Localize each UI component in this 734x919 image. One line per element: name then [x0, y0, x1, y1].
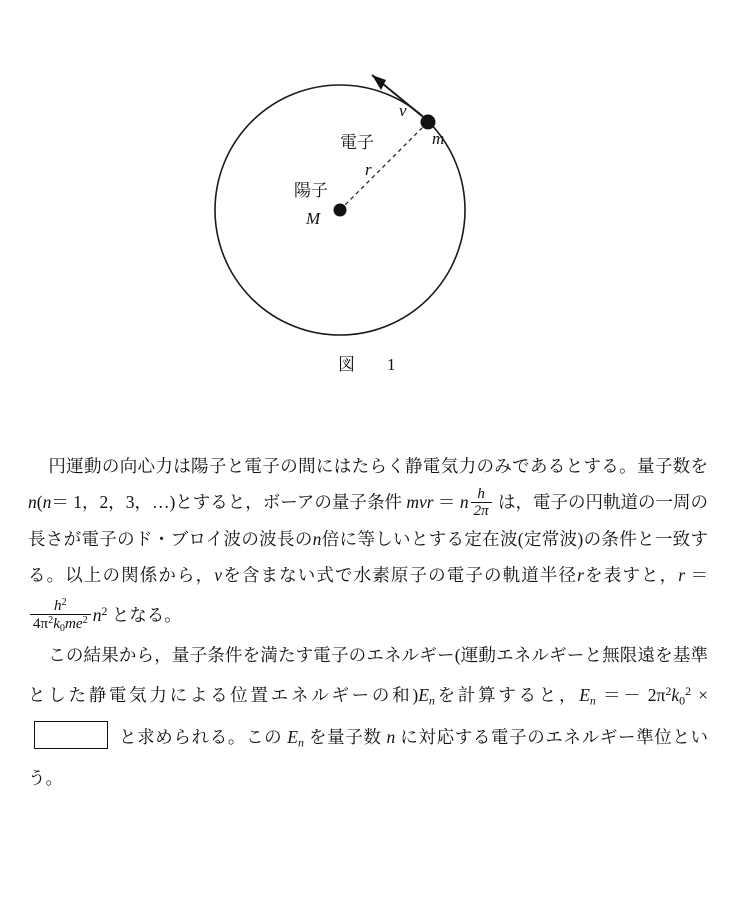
p2-equals: ＝－ 2π: [595, 685, 666, 706]
p2-E-subscript-3: n: [297, 734, 304, 749]
paragraph-2: [28, 637, 708, 796]
fraction-denominator-formula: [30, 615, 91, 634]
p1-var-n-5: n: [92, 604, 102, 625]
p1-paren-open: (: [36, 492, 43, 512]
figure-caption-number: 1: [387, 355, 396, 374]
proton-dot: [334, 204, 347, 217]
p1-var-r-1: r: [577, 564, 584, 585]
p2-times: ×: [691, 685, 709, 706]
p1-line5-c: となる。: [107, 604, 182, 625]
p2-line3-after3: に対応する電子: [395, 726, 528, 747]
proton-mass-label: M: [306, 209, 321, 228]
den-k: k: [53, 616, 60, 633]
p1-var-n-1: n: [28, 492, 37, 512]
num-h-exponent: 2: [61, 596, 67, 608]
p2-E-subscript-1: n: [428, 693, 435, 708]
p2-var-E-1: E: [418, 685, 429, 706]
p2-line2: 遠を基準とした静電気力による位置エネルギーの和): [28, 645, 709, 706]
p1-line1: 円運動の向心力は陽子と電子の間にはたらく静電気力のみであるとする。量: [48, 456, 655, 476]
den-4pi: 4π: [33, 616, 49, 633]
body-text: [28, 448, 708, 796]
p1-line4-b: を含まない式で水素: [222, 564, 391, 585]
p1-line2-a: 子数を: [654, 456, 709, 476]
p2-line2-b: を計算すると，: [434, 685, 580, 706]
fraction-numerator-h2: [30, 597, 91, 615]
den-pi-exponent: 2: [48, 615, 54, 627]
electron-mass-label: m: [432, 129, 445, 148]
den-e-exponent: 2: [82, 615, 88, 627]
p1-line3-b: 倍に等しいとす: [321, 528, 447, 549]
p1-var-r-2: r: [678, 564, 686, 585]
p1-line5-b: を表すと，: [583, 564, 679, 585]
velocity-label: v: [399, 101, 407, 120]
fraction-numerator-h: h: [471, 486, 492, 503]
den-me: me: [65, 616, 83, 633]
electron-dot: [421, 115, 436, 130]
figure-caption: [0, 350, 734, 375]
p1-line5: 原子の電子の軌道半径: [390, 564, 578, 585]
p1-var-n-4: n: [312, 528, 322, 549]
p2-var-E-2: E: [579, 685, 590, 706]
p1-line2-c: ＝ 1，2，3，…)とすると，ボーアの量子条件: [51, 492, 407, 512]
p1-var-n-2: n: [42, 492, 52, 512]
fraction-h-over-2pi: [471, 486, 492, 520]
num-h: h: [54, 598, 62, 615]
den-k-subscript: 0: [59, 623, 66, 635]
p1-line2-e: は，: [493, 492, 534, 512]
p2-line1: この結果から，量子条件を満たす電子のエネルギー(運動エネルギーと無限: [48, 645, 638, 666]
p1-equals-2: ＝: [685, 564, 709, 585]
p1-n-exponent: 2: [101, 603, 108, 618]
answer-blank-box[interactable]: [34, 721, 108, 749]
p1-var-n-3: n: [459, 492, 469, 512]
p2-line3-after: と求められる。この: [114, 726, 288, 747]
p1-var-v: v: [214, 564, 223, 585]
p2-var-n: n: [386, 726, 396, 747]
fraction-denominator-2pi: 2π: [473, 503, 489, 520]
radius-label: r: [365, 160, 372, 179]
p2-line3-after2: を量子数: [303, 726, 387, 747]
p2-k-exponent: 2: [685, 684, 692, 699]
p2-E-subscript-2: n: [589, 693, 596, 708]
p2-k-subscript: 0: [679, 693, 686, 708]
p2-line4: のエネルギー準位という。: [28, 726, 709, 788]
p1-line4: る定在波(定常波)の条件と一致する。以上の関係から，: [28, 528, 709, 585]
electron-label-jp: 電子: [340, 133, 374, 152]
p2-var-E-3: E: [287, 726, 298, 747]
figure-caption-label: 図: [338, 355, 356, 374]
fraction-radius-formula: [30, 597, 91, 634]
p1-line3: 電子の円軌道の一周の長さが電子のド・ブロイ波の波長の: [28, 492, 709, 549]
p1-equals-1: ＝: [433, 492, 460, 512]
velocity-arrow-head: [372, 75, 386, 90]
p1-expr-mvr: mvr: [406, 492, 434, 512]
p2-pi-exponent: 2: [665, 684, 672, 699]
p2-var-k: k: [671, 685, 680, 706]
paragraph-1: [28, 448, 708, 635]
bohr-atom-diagram: [150, 60, 570, 360]
figure-1: [0, 0, 734, 400]
proton-label-jp: 陽子: [294, 181, 328, 200]
